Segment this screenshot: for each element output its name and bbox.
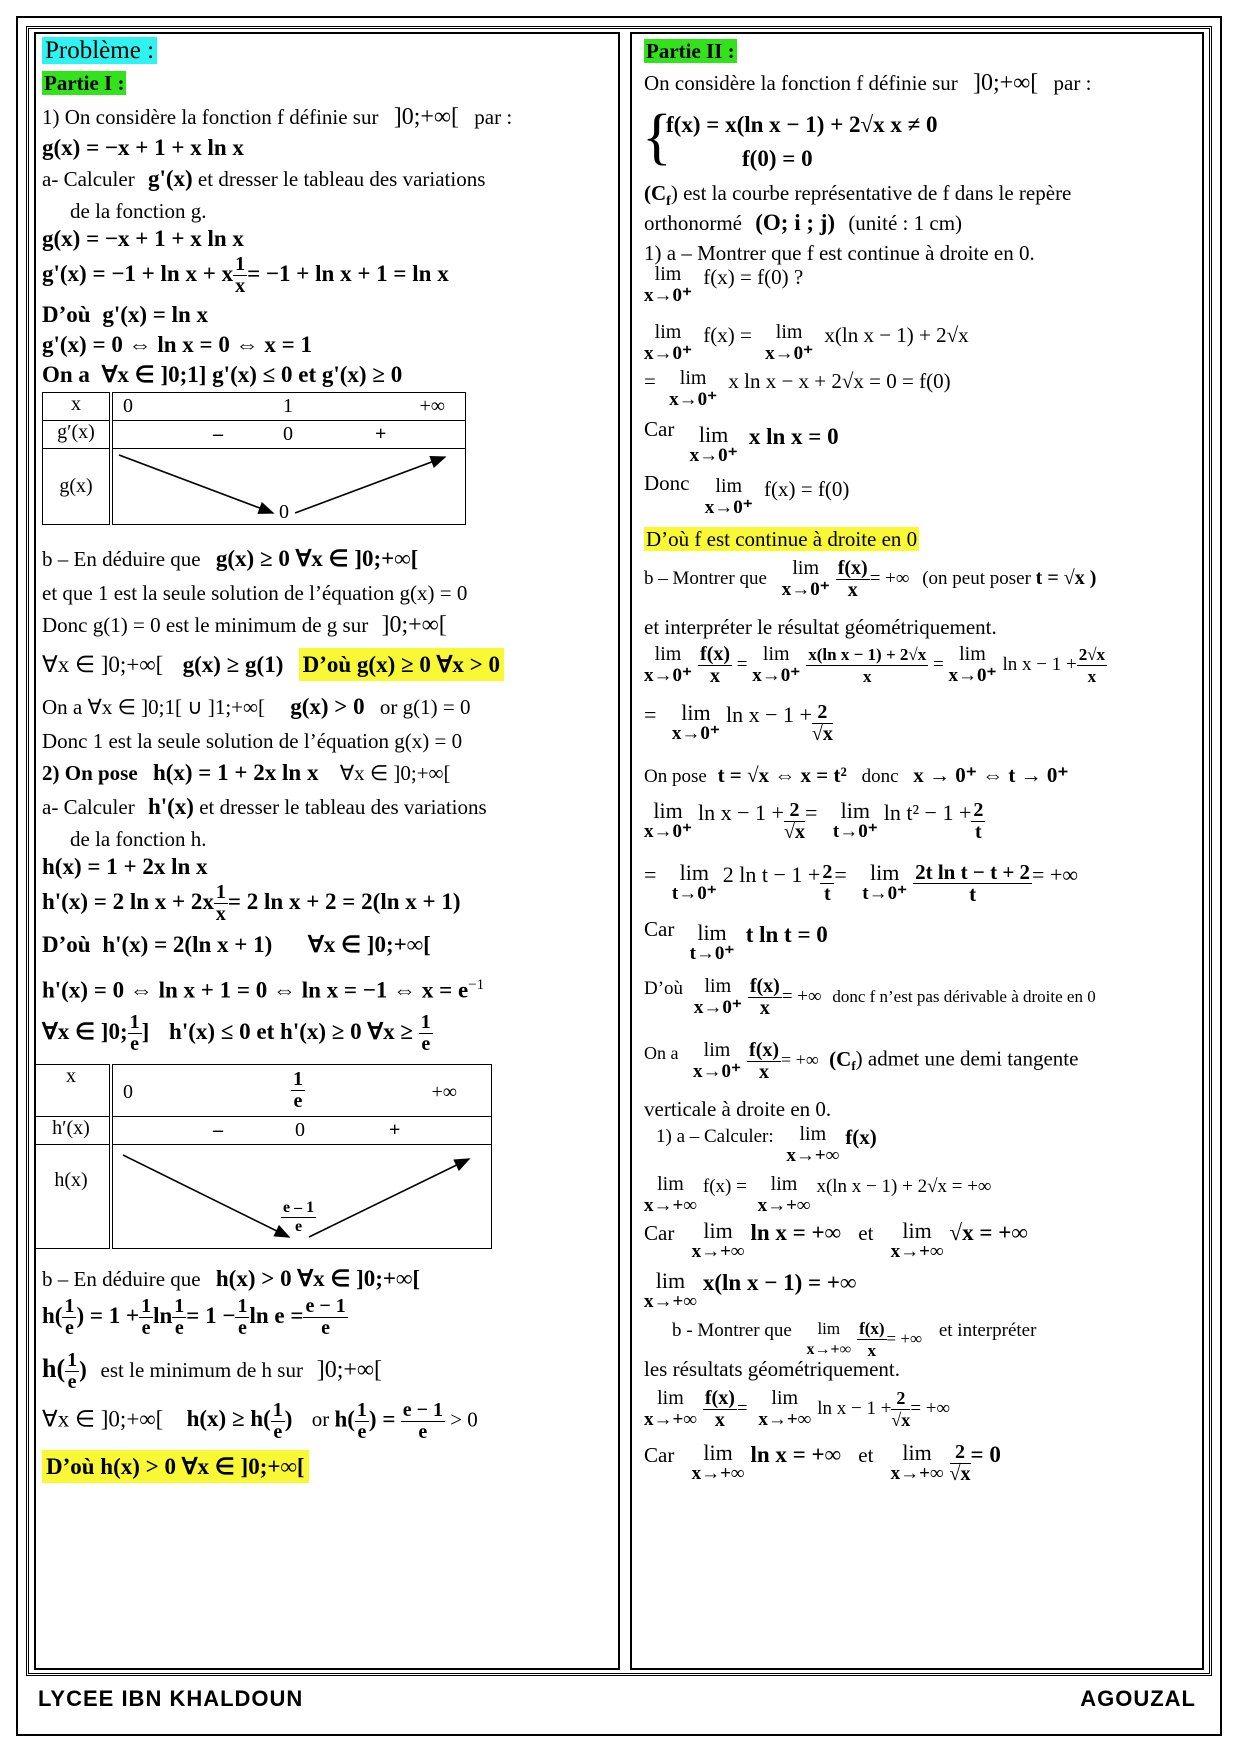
th-xinf: +∞ <box>431 1081 457 1103</box>
g-prime-zero: g'(x) = 0 ⇔ ln x = 0 ⇔ x = 1 <box>42 332 312 357</box>
lim-20-sub: x→+∞ <box>691 1463 745 1484</box>
h1e-c: = 1 − <box>186 1302 236 1328</box>
f9b-n: 2 <box>973 799 984 821</box>
f19b-d: √x <box>891 1410 911 1430</box>
th-x-label: x <box>34 1065 111 1117</box>
footer-author: AGOUZAL <box>1080 1686 1196 1711</box>
partie-1-label: Partie I : <box>44 71 125 95</box>
car-2: Car <box>644 917 675 941</box>
lim-15b-sub: x→+∞ <box>757 1195 811 1216</box>
donc-1: Donc <box>644 471 690 495</box>
on-a-3: On a <box>644 1043 679 1063</box>
lim-5-sub: x→0⁺ <box>704 497 753 518</box>
g-prime-calc-1: g'(x) = −1 + ln x + x <box>42 260 234 286</box>
les-resultats: les résultats géométriquement. <box>644 1357 901 1381</box>
lim-ratio-res: ln x − 1 + <box>817 1397 892 1419</box>
f7b-n: x(ln x − 1) + 2√x <box>808 645 927 664</box>
h1e-a: h( <box>42 1302 63 1328</box>
th-h-min-num: e – 1 <box>283 1199 315 1216</box>
f7-d: x <box>710 665 721 687</box>
cf-admet: ) admet une demi tangente <box>855 1046 1079 1071</box>
f-def-2: f(0) = 0 <box>742 146 813 171</box>
tg-plus: + <box>375 423 387 445</box>
lim-9: lim <box>653 798 683 823</box>
lim-10-sub: t→0⁺ <box>671 883 717 904</box>
f10-n: 2 <box>822 861 833 883</box>
h1e-b: ) = 1 + <box>76 1302 140 1328</box>
lim-15b: lim <box>770 1173 798 1195</box>
h1e-label: h( <box>42 1353 66 1383</box>
on-a-cond: ∀x ∈ ]0;1] g'(x) ≤ 0 et g'(x) ≥ 0 <box>101 362 403 387</box>
lim-7-sub: x→0⁺ <box>644 665 693 686</box>
lim-13-sub: x→0⁺ <box>693 1061 742 1082</box>
h-sign: h'(x) ≤ 0 et h'(x) ≥ 0 ∀x ≥ <box>169 1018 414 1044</box>
gt-zero: > 0 <box>450 1407 478 1432</box>
lim-19b: lim <box>771 1387 799 1409</box>
min-h-text: est le minimum de h sur <box>100 1357 303 1382</box>
f19-n: f(x) <box>704 1387 735 1409</box>
verticale: verticale à droite en 0. <box>644 1097 832 1121</box>
lim-19: lim <box>657 1387 684 1409</box>
tlnt-zero: t ln t = 0 <box>745 922 828 947</box>
f13-d: x <box>759 1061 770 1083</box>
tg-minus: – <box>213 423 223 445</box>
conclusion-continuity: D’où f est continue à droite en 0 <box>646 527 918 551</box>
lim-7: lim <box>654 643 682 665</box>
min-h-interval: ]0;+∞[ <box>316 1356 382 1383</box>
cf-open-2: (C <box>829 1046 852 1071</box>
q1a-2: 1) a – Calculer: <box>656 1126 774 1147</box>
th-hp-label: h′(x) <box>34 1117 111 1145</box>
lim-2-expr-b: x(ln x − 1) + 2√x <box>824 323 969 347</box>
car-1: Car <box>644 417 675 441</box>
g-prime: g'(x) <box>147 166 193 191</box>
interpret-1: et interpréter le résultat géométriquement. <box>644 615 997 639</box>
h1e-f1-d: e <box>65 1317 74 1339</box>
h1e-f3-n: 1 <box>174 1295 185 1317</box>
lim-9b: lim <box>840 798 870 823</box>
dou-label-h: D’où <box>42 932 91 957</box>
or-label: or <box>311 1407 330 1432</box>
lnx-inf-2: ln x = +∞ <box>750 1442 841 1467</box>
frac-1-den: x <box>235 275 246 297</box>
car-4: Car <box>644 1443 675 1467</box>
h1e-ln: ln <box>153 1302 173 1328</box>
fx-14: f(x) <box>845 1125 877 1149</box>
lim-2b: lim <box>775 321 803 343</box>
fx-15-b: x(ln x − 1) + 2√x = +∞ <box>816 1176 992 1197</box>
g-positive-strict: g(x) > 0 <box>290 694 365 719</box>
b-cond-h: h(x) > 0 ∀x ∈ ]0;+∞[ <box>215 1266 421 1291</box>
eq-19: = <box>736 1397 748 1419</box>
lim-16: lim <box>703 1218 733 1243</box>
h-prime-calc-2: = 2 ln x + 2 = 2(ln x + 1) <box>227 888 461 914</box>
or-f-n: 1 <box>356 1399 367 1421</box>
f6-n: f(x) <box>837 557 868 579</box>
lim-20b-sub: x→+∞ <box>890 1463 944 1484</box>
lim-17: lim <box>655 1268 686 1293</box>
h1e-lne: ln e = <box>249 1302 304 1328</box>
lim-7b-sub: x→0⁺ <box>752 665 801 686</box>
lim-3-expr: x ln x − x + 2√x = 0 = f(0) <box>728 369 951 393</box>
frac-h-den: x <box>215 903 226 925</box>
lim-18-sub: x→+∞ <box>806 1341 852 1358</box>
h-prime-result: h'(x) = 2(ln x + 1) <box>102 932 273 957</box>
right-column: Partie II : On considère la fonction f définie sur ]0;+∞[ par : { f(x) = x(ln x − 1) + 2√x x ≠ 0 f(0) = 0 $(C_f)$ est la courbe représentative de f dans le repère orthonormé (O; i ; j) (unité : 1 cm) 1) a – Montrer que f est continue à droite en 0. lim x→0⁺ f(x) = f(0) ? lim x→0⁺ f(x) = lim x→0⁺ x(ln x − 1) + 2√x = lim x→0⁺ x ln x − x + 2√x = 0 = f(0) Car lim x→0⁺ x ln x = 0 Donc lim x→0⁺ f(x) = f(0) D’où f est continue à droite en 0 b – Montrer que lim x→0⁺ $\frac{f(x)}{x}$ = +∞ (on peut poser t = √x ) et interpréter le résultat géométriquement. lim x→0⁺ $\frac{f(x)}{x}$ = lim x→0⁺ $\frac{\text{x(ln x − 1) + 2√x}}{x}$ = lim x→0⁺ ln x − 1 + $\frac{2√x}{x}$ = lim x→0⁺ ln x − 1 + $\frac{2}{√x}$ On pose t = √x ⇔ x = t² donc x → 0⁺ ⇔ t → 0⁺ lim x→0⁺ ln x − 1 + $\frac{2}{√x}$ = lim t→0⁺ ln t² − 1 + $\frac{2}{t}$ = lim t→0⁺ 2 ln t − 1 + $\frac{2}{t}$ = lim t→0⁺ $\frac{\text{2t ln t − t + 2}}{t}$ = +∞ Car lim t→0⁺ t ln t = 0 D’où lim x→0⁺ $\frac{f(x)}{x}$ = +∞ donc f n’est pas dérivable à droite en 0 On a lim x→0⁺ $\frac{f(x)}{x}$ = +∞ $(C_f)$ admet une demi tangente verticale à droite en 0. 1) a – Calculer: lim x→+∞ f(x) lim x→+∞ f(x) = lim x→+∞ x(ln x − 1) + 2√x = +∞ Car lim x→+∞ ln x = +∞ et lim x→+∞ √x = +∞ lim x→+∞ x(ln x − 1) = +∞ b - Montrer que lim x→+∞ $\frac{f(x)}{x}$ = +∞ et interpréter les résultats géométriquement. lim x→+∞ $\frac{f(x)}{x}$ = lim x→+∞ ln x − 1 + $\frac{2}{√x}$ = +∞ Car lim x→+∞ ln x = +∞ et lim x→+∞ $\frac{2}{√x}$ = 0 <box>630 32 1204 1670</box>
g-definition-2: g(x) = −x + 1 + x ln x <box>42 226 244 251</box>
lim-11-sub: t→0⁺ <box>689 943 735 964</box>
lim-7c: lim <box>959 643 986 665</box>
footer-school: LYCEE IBN KHALDOUN <box>38 1686 304 1711</box>
h1e-f5-d: e <box>321 1317 331 1339</box>
lim-2-sub: x→0⁺ <box>644 343 693 364</box>
h-ge: h(x) ≥ h( <box>186 1406 271 1432</box>
eq-sign-1: = <box>644 369 656 393</box>
b-cond: g(x) ≥ 0 ∀x ∈ ]0;+∞[ <box>215 546 419 571</box>
res-10: = +∞ <box>1032 862 1079 887</box>
h-prime-calc-1: h'(x) = 2 ln x + 2x <box>42 888 214 914</box>
et-1: et <box>858 1221 874 1245</box>
g-ge-g1: g(x) ≥ g(1) <box>182 652 284 677</box>
lim-20b: lim <box>902 1440 932 1465</box>
forall-open: ∀x ∈ ]0;+∞[ <box>42 652 164 677</box>
h-definition: h(x) = 1 + 2x ln x <box>152 760 319 785</box>
f9b-d: t <box>975 821 982 843</box>
f10b-d: t <box>969 882 977 906</box>
f18-d: x <box>867 1341 877 1360</box>
lim-8-sub: x→0⁺ <box>671 723 720 744</box>
a-calc: a- Calculer <box>42 167 135 191</box>
p2-par: par : <box>1053 71 1092 95</box>
f13-n: f(x) <box>749 1039 780 1061</box>
res-19: = +∞ <box>910 1397 951 1419</box>
tg-xinf: +∞ <box>419 395 445 417</box>
sqrt-inf: √x = +∞ <box>949 1220 1028 1245</box>
lim-18: lim <box>817 1319 841 1338</box>
on-peut: (on peut poser <box>922 567 1031 589</box>
b-deduce: b – En déduire que <box>42 547 201 571</box>
tg-x0: 0 <box>123 395 133 417</box>
h1e-f1-n: 1 <box>64 1295 75 1317</box>
f12-n: f(x) <box>749 975 780 997</box>
t-sqrt: t = √x ) <box>1035 566 1097 589</box>
p2-intro: On considère la fonction f définie sur <box>644 71 958 95</box>
f10-d: t <box>823 883 831 905</box>
min-f-d: e <box>67 1371 77 1393</box>
frac-1-num: 1 <box>235 253 246 275</box>
f7c-n: 2√x <box>1078 645 1106 664</box>
f7c-d: x <box>1087 667 1097 686</box>
lim-10: lim <box>679 860 710 885</box>
lim-15-sub: x→+∞ <box>644 1195 697 1216</box>
on-a-2: On a ∀x ∈ ]0;1[ ∪ ]1;+∞[ <box>42 695 265 719</box>
left-column: Problème : Partie I : 1) On considère la fonction f définie sur ]0;+∞[ par : g(x) = −x + 1 + x ln x a- Calculer g'(x) et dresser le tableau des variations de la fonction g. g(x) = −x + 1 + x ln x g'(x) = −1 + ln x + x $\frac{1}{x}$ = −1 + ln x + 1 = ln x D’où g'(x) = ln x g'(x) = 0 ⇔ ln x = 0 ⇔ x = 1 On a ∀x ∈ ]0;1] g'(x) ≤ 0 et g'(x) ≥ 0 x 0 1 +∞ g′(x) – 0 + g(x) 0 b – En déduire que g(x) ≥ 0 ∀x ∈ ]0;+∞[ et que 1 est la seule solution de l’équation g(x) = 0 Donc g(1) = 0 est le minimum de g sur ]0;+∞[ ∀x ∈ ]0;+∞[ g(x) ≥ g(1) D’où g(x) ≥ 0 ∀x > 0 On a ∀x ∈ ]0;1[ ∪ ]1;+∞[ g(x) > 0 or g(1) = 0 Donc 1 est la seule solution de l’équation g(x) = 0 2) On pose h(x) = 1 + 2x ln x ∀x ∈ ]0;+∞[ a- Calculer h'(x) et dresser le tableau des variations de la fonction h. h(x) = 1 + 2x ln x h'(x) = 2 ln x + 2x $\frac{1}{x}$ = 2 ln x + 2 = 2(ln x + 1) D’où h'(x) = 2(ln x + 1) ∀x ∈ ]0;+∞[ h'(x) = 0 ⇔ ln x + 1 = 0 ⇔ ln x = −1 ⇔ $x = e^{-1}$ ∀x ∈ ]0; $\frac{1}{e}$ ] h'(x) ≤ 0 et h'(x) ≥ 0 ∀x ≥ $\frac{1}{e}$ x 0 $\frac{1}{e}$ +∞ h′(x) – 0 + h(x) $\frac{e - 1}{e}$ b – En déduire que h(x) > 0 ∀x ∈ ]0;+∞[ h( $\frac{1}{e}$ ) = 1 + $\frac{1}{e}$ ln $\frac{1}{e}$ = 1 − $\frac{1}{e}$ ln e = $\frac{e - 1}{e}$ h( $\frac{1}{e}$ ) est le minimum de h sur ]0;+∞[ ∀x ∈ ]0;+∞[ h(x) ≥ h( $\frac{1}{e}$ ) or h( $\frac{1}{e}$ ) = $\frac{e - 1}{e}$ > 0 D’où h(x) > 0 ∀x ∈ ]0;+∞[ <box>34 32 620 1670</box>
frac-h-num: 1 <box>215 881 226 903</box>
h-prime-result-domain: ∀x ∈ ]0;+∞[ <box>308 932 431 957</box>
tg-g-label: g(x) <box>43 449 112 525</box>
de-la-fonction-g: de la fonction g. <box>70 199 207 223</box>
h1e-f4-d: e <box>238 1317 247 1339</box>
cf-open: (C <box>644 181 667 205</box>
g-prime-result: g'(x) = ln x <box>102 302 209 327</box>
b-montrer: b – Montrer que <box>644 567 767 589</box>
lim-7b: lim <box>762 643 790 665</box>
f9-d: √x <box>783 821 805 843</box>
f10b-n: 2t ln t − t + 2 <box>915 860 1031 884</box>
tg-x-label: x <box>43 393 112 421</box>
lnx-inf: ln x = +∞ <box>750 1220 841 1245</box>
lim-13: lim <box>703 1039 731 1061</box>
eq-9: = <box>804 800 818 825</box>
h-open: h( <box>334 1406 355 1432</box>
lim-14: lim <box>799 1123 827 1145</box>
et-interp: et interpréter <box>938 1320 1037 1341</box>
res-13: = +∞ <box>781 1049 819 1070</box>
donc-g1: Donc g(1) = 0 est le minimum de g sur <box>42 613 369 637</box>
f7-n: f(x) <box>700 643 731 665</box>
lim-3: lim <box>679 367 707 389</box>
lim-16b-sub: x→+∞ <box>890 1241 944 1262</box>
a-tail-h: et dresser le tableau des variations <box>199 795 487 819</box>
eq-10b: = <box>834 862 847 887</box>
lim-11: lim <box>697 920 727 945</box>
lim-10b: lim <box>870 860 900 885</box>
final-h-positive: D’où h(x) > 0 ∀x ∈ ]0;+∞[ <box>42 1450 309 1483</box>
frac-1e-num: 1 <box>129 1011 140 1033</box>
th-x1-den: e <box>293 1090 303 1112</box>
problem-title: Problème : <box>42 37 157 64</box>
cf-line-1: ) est la courbe représentative de f dans le repère <box>670 181 1072 205</box>
a-calc-h: a- Calculer <box>42 795 135 819</box>
donc-unique: Donc 1 est la seule solution de l’équation g(x) = 0 <box>42 729 463 753</box>
th-x1-num: 1 <box>293 1068 303 1090</box>
lim-6: lim <box>792 557 820 579</box>
eq-8: = <box>644 702 657 727</box>
res-12: = +∞ <box>781 985 822 1007</box>
x-t: x → 0⁺ ⇔ t → 0⁺ <box>913 763 1069 787</box>
dou-2: D’où <box>644 978 684 999</box>
a-tail: et dresser le tableau des variations <box>197 167 486 191</box>
lim-19b-sub: x→+∞ <box>758 1409 812 1430</box>
two-over-zero: = 0 <box>970 1442 1001 1467</box>
lim-2: lim <box>654 321 682 343</box>
th-zero: 0 <box>295 1119 305 1141</box>
q1-interval: ]0;+∞[ <box>393 104 460 130</box>
f9-n: 2 <box>784 800 805 822</box>
or-f-d: e <box>357 1421 367 1443</box>
x-lnx-m1: x(ln x − 1) = +∞ <box>702 1270 857 1295</box>
th-h-label: h(x) <box>34 1145 111 1249</box>
f8-n: 2 <box>812 702 833 724</box>
h1e-f2-d: e <box>141 1317 151 1339</box>
lim-6-sub: x→0⁺ <box>781 579 830 600</box>
f20-n: 2 <box>950 1442 971 1464</box>
eq-7b: = <box>932 653 944 675</box>
p2-interval: ]0;+∞[ <box>972 70 1039 96</box>
t-eq: t = √x ⇔ x = t² <box>717 763 847 787</box>
eq-10: = <box>644 862 657 887</box>
de-la-fonction-h: de la fonction h. <box>70 827 207 851</box>
lim-16-sub: x→+∞ <box>691 1241 745 1262</box>
lim-12: lim <box>704 975 732 997</box>
on-a: On a <box>42 362 90 387</box>
car-3: Car <box>644 1221 675 1245</box>
lim-2-expr-a: f(x) = <box>703 323 752 347</box>
donc-2: donc <box>861 766 899 787</box>
g-variation-arrows <box>113 449 465 525</box>
or-g1: or g(1) = 0 <box>379 695 471 719</box>
or-f2-d: e <box>418 1421 428 1443</box>
lim-8: lim <box>681 700 711 725</box>
frac-1e-num-2: 1 <box>420 1011 431 1033</box>
lnx-m1-p-3: ln x − 1 + <box>698 800 784 825</box>
f7b-d: x <box>863 667 872 686</box>
non-derivable: donc f n’est pas dérivable à droite en 0 <box>832 986 1096 1006</box>
f20-d: √x <box>949 1463 971 1485</box>
q1-intro: 1) On considère la fonction f définie sur <box>42 105 379 129</box>
lim-3-sub: x→0⁺ <box>669 389 718 410</box>
et-2: et <box>858 1443 874 1467</box>
h-prime-zero: h'(x) = 0 ⇔ ln x + 1 = 0 ⇔ ln x = −1 ⇔ x = e <box>42 977 469 1003</box>
lim-9-sub: x→0⁺ <box>644 821 693 842</box>
dou-label: D’où <box>42 302 91 327</box>
orthonorme: orthonormé <box>644 211 742 235</box>
dou-g-positive: D’où g(x) ≥ 0 ∀x > 0 <box>299 648 504 681</box>
lim-4: lim <box>698 422 729 447</box>
lim-12-sub: x→0⁺ <box>693 997 742 1018</box>
g-prime-calc-2: = −1 + ln x + 1 = ln x <box>247 260 449 286</box>
exp-minus-1: −1 <box>468 977 485 993</box>
h-domain: ∀x ∈ ]0;+∞[ <box>339 761 451 785</box>
lnx-m1-p: ln x − 1 + <box>1002 653 1077 675</box>
res-18: = +∞ <box>886 1328 923 1348</box>
eq-7: = <box>736 653 748 675</box>
frac-1e-den-2: e <box>421 1033 431 1055</box>
th-x0: 0 <box>123 1081 133 1103</box>
th-h-min-den: e <box>295 1218 303 1235</box>
or-f2-n: e − 1 <box>402 1399 443 1421</box>
b2-montrer: b - Montrer que <box>672 1320 792 1341</box>
lim-10b-sub: t→0⁺ <box>862 883 908 904</box>
lim-2b-sub: x→0⁺ <box>765 343 814 364</box>
f19b-n: 2 <box>891 1388 910 1410</box>
lim-1: lim <box>654 263 682 285</box>
q1-par: par : <box>474 105 513 129</box>
b-deduce-h: b – En déduire que <box>42 1267 201 1291</box>
min-f-n: 1 <box>67 1349 78 1371</box>
fx-15-a: f(x) = <box>702 1176 747 1197</box>
f-def-1: f(x) = x(ln x − 1) + 2√x x ≠ 0 <box>666 112 938 137</box>
lim-20: lim <box>703 1440 733 1465</box>
h1e-f3-d: e <box>174 1317 184 1339</box>
h1e-f5-n: e − 1 <box>305 1295 346 1317</box>
tg-x1: 1 <box>283 395 293 417</box>
h1e-f2-n: 1 <box>141 1295 152 1317</box>
f8-d: √x <box>811 723 833 745</box>
q2-label: 2) On pose <box>42 761 138 785</box>
lim-6-res: = +∞ <box>869 567 910 589</box>
f12-d: x <box>759 997 770 1019</box>
lim-1-expr: f(x) = f(0) ? <box>703 265 804 289</box>
on-pose: On pose <box>644 766 707 787</box>
lim-1-sub: x→0⁺ <box>644 285 693 306</box>
hge-f-n: 1 <box>272 1399 283 1421</box>
q1a-continuity: 1) a – Montrer que f est continue à droite en 0. <box>644 241 1035 265</box>
lim-7c-sub: x→0⁺ <box>948 665 997 686</box>
variation-table-g <box>42 392 466 525</box>
f18-n: f(x) <box>859 1319 885 1338</box>
th-minus: – <box>213 1119 223 1141</box>
th-plus: + <box>389 1119 401 1141</box>
unite: (unité : 1 cm) <box>848 211 963 235</box>
lim-16b: lim <box>902 1218 932 1243</box>
repere: (O; i ; j) <box>755 210 836 235</box>
tg-zero: 0 <box>283 423 293 445</box>
lim-19-sub: x→+∞ <box>644 1409 697 1430</box>
h-definition-2: h(x) = 1 + 2x ln x <box>42 854 208 879</box>
tg-g-min: 0 <box>279 501 289 523</box>
f19-d: x <box>714 1409 725 1431</box>
g-definition: g(x) = −x + 1 + x ln x <box>42 135 244 160</box>
b-line-2: et que 1 est la seule solution de l’équation g(x) = 0 <box>42 581 468 605</box>
lim-14-sub: x→+∞ <box>786 1145 840 1166</box>
zero-semi: ]0; <box>100 1018 128 1044</box>
lim-9b-sub: t→0⁺ <box>832 821 878 842</box>
xlnx-zero: x ln x = 0 <box>748 424 839 449</box>
lim-17-sub: x→+∞ <box>644 1291 697 1312</box>
brace-icon: { <box>642 103 672 171</box>
lim-4-sub: x→0⁺ <box>689 445 738 466</box>
lim-5: lim <box>715 475 743 497</box>
donc-g1-interval: ]0;+∞[ <box>381 612 447 638</box>
forall-open-h: ∀x ∈ ]0;+∞[ <box>42 1406 164 1432</box>
lnt2: ln t² − 1 + <box>883 800 972 825</box>
variation-table-h <box>34 1064 492 1249</box>
f-eq-f0: f(x) = f(0) <box>764 477 850 501</box>
hge-f-d: e <box>273 1421 283 1443</box>
frac-1e-den: e <box>130 1033 140 1055</box>
h-prime: h'(x) <box>147 794 194 819</box>
lnx-m1-p-2: ln x − 1 + <box>725 702 812 727</box>
tg-gp-label: g′(x) <box>43 421 112 449</box>
partie-2-label: Partie II : <box>646 39 735 63</box>
h1e-f4-n: 1 <box>237 1295 248 1317</box>
two-ln-t: 2 ln t − 1 + <box>722 862 821 887</box>
f6-d: x <box>847 579 858 601</box>
lim-15: lim <box>657 1173 684 1195</box>
forall-x-in: ∀x ∈ <box>42 1018 96 1044</box>
